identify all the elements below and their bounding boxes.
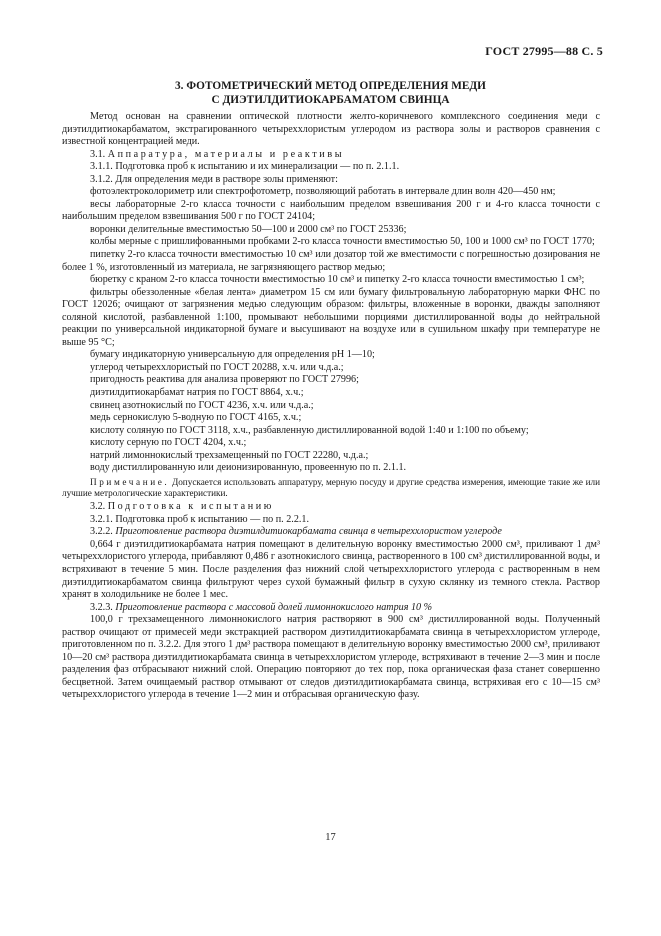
clause-3-2-3-title: Приготовление раствора с массовой долей лимоннокислого натрия 10 % [115,601,433,613]
item-photometer: фотоэлектроколориметр или спектрофотометр, позволяющий работать в интервале длин волн 420—450 нм; [90,186,556,198]
item-flasks: колбы мерные с пришлифованными пробками 2-го класса точности вместимостью 50, 100 и 1000 см³ по ГОСТ 1770; [90,236,595,248]
item-copper-sulfate: медь сернокислую 5-водную по ГОСТ 4165, х.ч.; [90,412,302,424]
item-indicator-paper: бумагу индикаторную универсальную для определения pH 1—10; [90,349,375,361]
item-hydrochloric-acid: кислоту соляную по ГОСТ 3118, х.ч., разбавленную дистиллированной водой 1:40 и 1:100 по объему; [90,424,529,436]
section-3-2-heading [62,501,600,514]
item-sodium-ddc: диэтилдитиокарбамат натрия по ГОСТ 8864, х.ч.; [90,387,304,399]
note-paragraph [62,477,600,499]
clause-3-2-3-number: 3.2.3. [90,601,116,613]
item-carbon-tetrachloride: углерод четыреххлористый по ГОСТ 20288, х.ч. или ч.д.а.; [90,361,344,373]
item-sodium-citrate: натрий лимоннокислый трехзамещенный по ГОСТ 22280, ч.д.а.; [90,449,369,461]
item-filters: фильтры обеззоленные «белая лента» диаметром 15 см или бумагу фильтровальную лабораторную марки ФНС по ГОСТ 12026; очищают от загрязнения медью следующим образом: фильтры, вложенные в воронки, дважды заполняют соляной кислотой, разбавленной 1:100, промывают небольшими порциями дистиллированной воды до нейтральной реакции по универсальной индикаторной бумаге и высушивают на воздухе или в сушильном шкафу при температуре не выше 95 °С; [62,286,600,348]
section-3-1-title: Аппаратура, материалы и реактивы [107,148,345,160]
item-water: воду дистиллированную или деионизированную, провеенную по п. 2.1.1. [90,462,407,474]
item-scales: весы лабораторные 2-го класса точности с наибольшим пределом взвешивания 200 г и 4-го класса точности с наибольшим пределом взвешивания 500 г по ГОСТ 24104; [62,198,600,223]
item-sulfuric-acid: кислоту серную по ГОСТ 4204, х.ч.; [90,437,247,449]
item-lead-nitrate: свинец азотнокислый по ГОСТ 4236, х.ч. или ч.д.а.; [90,399,314,411]
clause-3-2-1: 3.2.1. Подготовка проб к испытанию — по п. 2.2.1. [90,513,310,525]
clause-3-2-3-heading [62,602,600,615]
item-suitability: пригодность реактива для анализа проверяют по ГОСТ 27996; [90,374,359,386]
item-funnels: воронки делительные вместимостью 50—100 и 2000 см³ по ГОСТ 25336; [90,223,407,235]
clause-3-2-2-number: 3.2.2. [90,526,116,538]
page-number: 17 [325,832,336,843]
title-line-2: С ДИЭТИЛДИТИОКАРБАМАТОМ СВИНЦА [211,94,450,106]
note-label: Примечание. [90,476,170,487]
document-body [62,111,600,702]
section-title [0,79,661,107]
intro-paragraph: Метод основан на сравнении оптической плотности желто-коричневого комплексного соединения меди с диэтилдитиокарбаматом, экстрагированного четыреххлористым углеродом из раствора золы и растворов сравнения с известной концентрацией меди. [62,111,600,148]
page-header: ГОСТ 27995—88 С. 5 [485,44,603,58]
section-3-1-heading [62,149,600,162]
section-3-2-number: 3.2. [90,501,108,513]
title-line-1: 3. ФОТОМЕТРИЧЕСКИЙ МЕТОД ОПРЕДЕЛЕНИЯ МЕДИ [175,80,486,92]
clause-3-2-2-heading [62,526,600,539]
section-3-2-title: Подготовка к испытанию [107,501,274,513]
clause-3-2-3-text: 100,0 г трехзамещенного лимоннокислого натрия растворяют в 900 см³ дистиллированной воды. Полученный раствор очищают от примесей меди экстракцией раствором диэтилдитиокарбамата свинца в четыреххлористом углероде, приготовленном по п. 3.2.2. Для этого 1 дм³ раствора помещают в делительную воронку вместимостью 2000 см³, приливают 10—20 см³ раствора диэтилдитиокарбамата свинца в четыреххлористом углероде, встряхивают в течение 2—3 мин и после разделения фаз отбрасывают нижний слой. Операцию повторяют до тех пор, пока органическая фаза станет совершенно бесцветной. Затем очищаемый раствор отмывают от следов диэтилдитиокарбамата свинца, встряхивая его с 10—15 см³ четыреххлористого углерода в течение 1—2 мин и отбрасывая органическую фазу. [62,614,600,701]
section-3-1-number: 3.1. [90,148,108,160]
note-text: Допускается использовать аппаратуру, мерную посуду и другие средства измерения, имеющие такие же или лучшие метрологические характеристики. [62,476,600,499]
item-burette: бюретку с краном 2-го класса точности вместимостью 10 см³ и пипетку 2-го класса точности вместимостью 1 см³; [90,274,585,286]
clause-3-1-2: 3.1.2. Для определения меди в растворе золы применяют: [90,173,338,185]
clause-3-1-1: 3.1.1. Подготовка проб к испытанию и их минерализации — по п. 2.1.1. [90,161,400,173]
clause-3-2-2-title: Приготовление раствора диэтилдитиокарбамата свинца в четыреххлористом углероде [115,526,502,538]
item-pipette: пипетку 2-го класса точности вместимостью 10 см³ или дозатор той же вместимости с погрешностью дозирования не более 1 %, изготовленный из материала, не загрязняющего раствор медью; [62,249,600,273]
clause-3-2-2-text: 0,664 г диэтилдитиокарбамата натрия помещают в делительную воронку вместимостью 2000 см³, приливают 1 дм³ четыреххлористого углерода, прибавляют 0,486 г азотнокислого свинца, растворенного в 100 см³ дистиллированной воды, и встряхивают в течение 5 мин. После разделения фаз нижний слой четыреххлористого углерода с растворенным в нем диэтилдитиокарбаматом свинца фильтруют через сухой бумажный фильтр в сухую склянку из темного стекла. Раствор хранят в холодильнике не более 1 мес. [62,538,600,601]
